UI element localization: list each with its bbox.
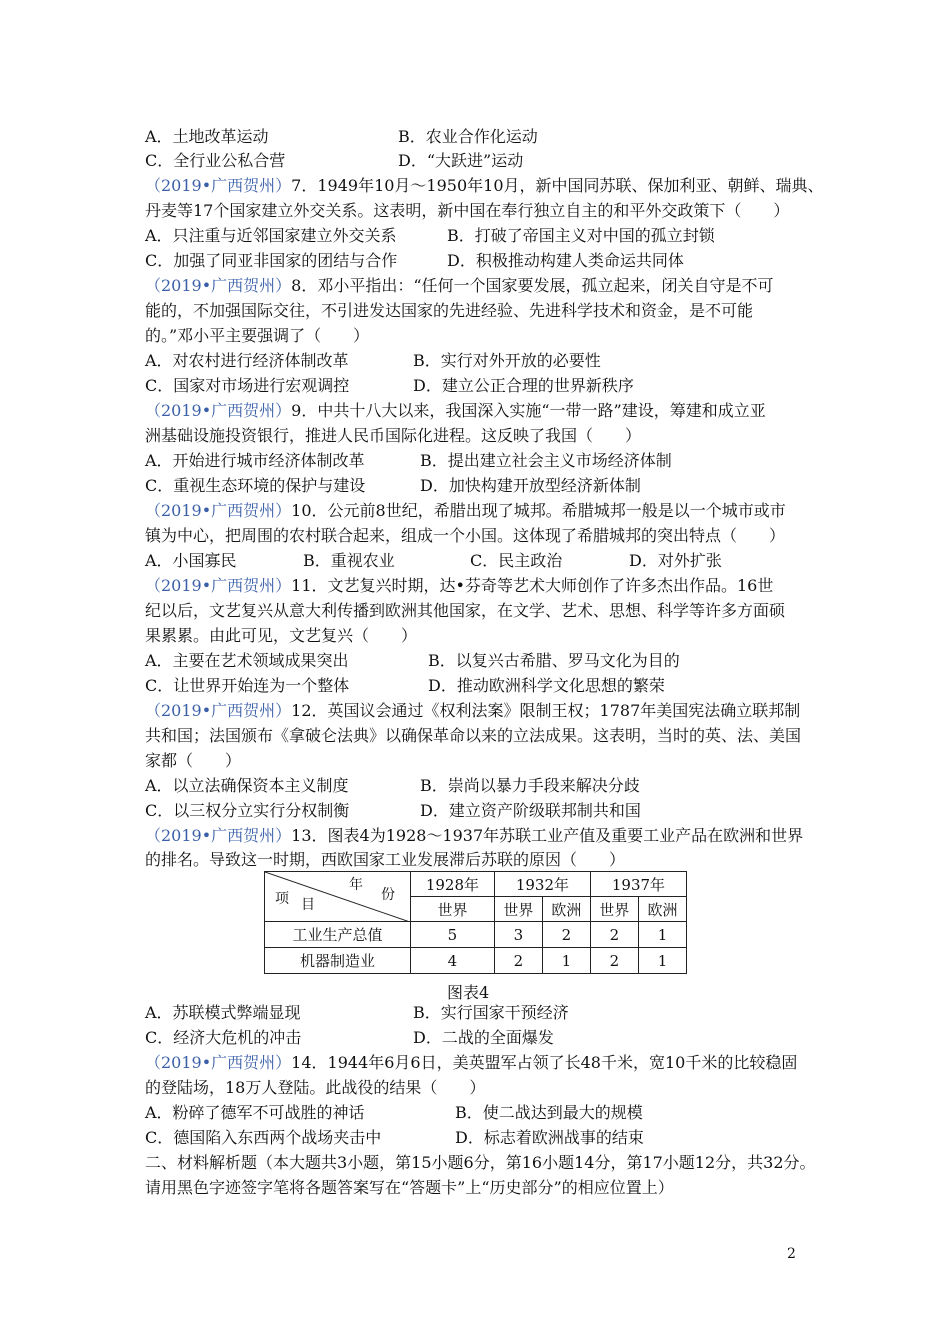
q9-stem: （2019•广西贺州）9．中共十八大以来，我国深入实施“一带一路”建设，筹建和成立亚 — [145, 401, 766, 420]
header-year-label: 年 — [349, 877, 363, 893]
section-2-instruction: 请用黑色字迹签字笔将各题答案写在“答题卡”上“历史部分”的相应位置上） — [145, 1178, 674, 1197]
table-cell: 3 — [494, 922, 542, 948]
header-item-label: 项 — [275, 891, 289, 907]
q9-option-a: A．开始进行城市经济体制改革 — [145, 451, 365, 470]
q11-stem-cont2: 果累累。由此可见，文艺复兴（ ） — [145, 626, 418, 645]
q8-source: （2019•广西贺州） — [145, 276, 292, 295]
subheader-cell: 世界 — [411, 897, 495, 922]
q8-stem-cont: 能的，不加强国际交往，不引进发达国家的先进经验、先进科学技术和资金，是不可能 — [145, 301, 754, 320]
q11-option-a: A．主要在艺术领域成果突出 — [145, 651, 349, 670]
q9-stem-cont: 洲基础设施投资银行，推进人民币国际化进程。这反映了我国（ ） — [145, 426, 642, 445]
q7-option-d: D．积极推动构建人类命运共同体 — [447, 251, 684, 270]
q7-option-c: C．加强了同亚非国家的团结与合作 — [145, 251, 398, 270]
page-number: 2 — [787, 1246, 796, 1262]
q14-stem-cont: 的登陆场，18万人登陆。此战役的结果（ ） — [145, 1078, 486, 1097]
table-diagonal-header — [265, 872, 411, 922]
q6-option-c: C．全行业公私合营 — [145, 151, 286, 170]
header-year-label-2: 份 — [381, 887, 395, 903]
q8-option-a: A．对农村进行经济体制改革 — [145, 351, 349, 370]
q9-option-c: C．重视生态环境的保护与建设 — [145, 476, 366, 495]
q11-option-b: B．以复兴古希腊、罗马文化为目的 — [428, 651, 680, 670]
q14-option-d: D．标志着欧洲战事的结束 — [455, 1128, 644, 1147]
table-cell: 2 — [494, 948, 542, 974]
table-caption: 图表4 — [447, 983, 490, 1002]
q13-stem-cont: 的排名。导致这一时期，西欧国家工业发展滞后苏联的原因（ ） — [145, 850, 626, 869]
subheader-cell: 世界 — [590, 897, 638, 922]
q13-stem: （2019•广西贺州）13．图表4为1928～1937年苏联工业产值及重要工业产品在欧洲和世界 — [145, 826, 804, 845]
q11-option-d: D．推动欧洲科学文化思想的繁荣 — [428, 676, 665, 695]
q7-option-b: B．打破了帝国主义对中国的孤立封锁 — [447, 226, 715, 245]
row-label: 机器制造业 — [265, 948, 411, 974]
q12-option-b: B．崇尚以暴力手段来解决分歧 — [420, 776, 640, 795]
q14-option-a: A．粉碎了德军不可战胜的神话 — [145, 1103, 365, 1122]
q10-option-c: C．民主政治 — [470, 551, 563, 570]
table-row — [265, 922, 687, 948]
q11-source: （2019•广西贺州） — [145, 576, 292, 595]
q7-stem: （2019•广西贺州）7．1949年10月～1950年10月，新中国同苏联、保加利亚、朝鲜、瑞典、 — [145, 176, 824, 195]
q9-source: （2019•广西贺州） — [145, 401, 292, 420]
q13-option-b: B．实行国家干预经济 — [413, 1003, 569, 1022]
q12-stem: （2019•广西贺州）12．英国议会通过《权利法案》限制王权；1787年美国宪法确立联邦制 — [145, 701, 801, 720]
q10-source: （2019•广西贺州） — [145, 501, 292, 520]
table-cell: 1 — [542, 948, 590, 974]
q10-option-d: D．对外扩张 — [629, 551, 722, 570]
q14-option-c: C．德国陷入东西两个战场夹击中 — [145, 1128, 382, 1147]
q7-source: （2019•广西贺州） — [145, 176, 292, 195]
subheader-cell: 世界 — [494, 897, 542, 922]
q8-option-c: C．国家对市场进行宏观调控 — [145, 376, 350, 395]
q12-option-a: A．以立法确保资本主义制度 — [145, 776, 349, 795]
table-cell: 1 — [638, 922, 686, 948]
year-1932: 1932年 — [494, 872, 590, 897]
section-2-heading: 二、材料解析题（本大题共3小题，第15小题6分，第16小题14分，第17小题12分，共32分。 — [145, 1153, 816, 1172]
q6-option-d: D．“大跃进”运动 — [398, 151, 524, 170]
q8-option-d: D．建立公正合理的世界新秩序 — [413, 376, 634, 395]
q8-stem-cont2: 的。”邓小平主要强调了（ ） — [145, 326, 370, 345]
header-item-label-2: 目 — [301, 897, 315, 913]
q7-option-a: A．只注重与近邻国家建立外交关系 — [145, 226, 397, 245]
q9-option-b: B．提出建立社会主义市场经济体制 — [420, 451, 672, 470]
q11-option-c: C．让世界开始连为一个整体 — [145, 676, 350, 695]
q8-stem: （2019•广西贺州）8．邓小平指出：“任何一个国家要发展，孤立起来，闭关自守是不可 — [145, 276, 774, 295]
q12-stem-cont: 共和国；法国颁布《拿破仑法典》以确保革命以来的立法成果。这表明，当时的英、法、美国 — [145, 726, 802, 745]
q10-stem: （2019•广西贺州）10．公元前8世纪，希腊出现了城邦。希腊城邦一般是以一个城市或市 — [145, 501, 786, 520]
figure-4-table — [264, 871, 687, 974]
q13-option-a: A．苏联模式弊端显现 — [145, 1003, 301, 1022]
table-cell: 1 — [638, 948, 686, 974]
year-1928: 1928年 — [411, 872, 495, 897]
table-cell: 2 — [590, 922, 638, 948]
q7-stem-cont: 丹麦等17个国家建立外交关系。这表明，新中国在奉行独立自主的和平外交政策下（ ） — [145, 201, 790, 220]
q13-option-c: C．经济大危机的冲击 — [145, 1028, 302, 1047]
q12-stem-cont2: 家都（ ） — [145, 751, 242, 770]
q12-option-d: D．建立资产阶级联邦制共和国 — [420, 801, 641, 820]
q12-option-c: C．以三权分立实行分权制衡 — [145, 801, 350, 820]
table-cell: 2 — [590, 948, 638, 974]
subheader-cell: 欧洲 — [638, 897, 686, 922]
q14-stem: （2019•广西贺州）14．1944年6月6日，美英盟军占领了长48千米，宽10千米的比较稳固 — [145, 1053, 798, 1072]
table-row — [265, 948, 687, 974]
table-cell: 4 — [411, 948, 495, 974]
q6-option-a: A．土地改革运动 — [145, 127, 269, 146]
year-1937: 1937年 — [590, 872, 686, 897]
q13-source: （2019•广西贺州） — [145, 826, 292, 845]
q9-option-d: D．加快构建开放型经济新体制 — [420, 476, 641, 495]
row-label: 工业生产总值 — [265, 922, 411, 948]
q10-option-b: B．重视农业 — [303, 551, 395, 570]
q14-source: （2019•广西贺州） — [145, 1053, 292, 1072]
q10-option-a: A．小国寡民 — [145, 551, 237, 570]
q6-option-b: B．农业合作化运动 — [398, 127, 538, 146]
table-cell: 5 — [411, 922, 495, 948]
q8-option-b: B．实行对外开放的必要性 — [413, 351, 601, 370]
q13-option-d: D．二战的全面爆发 — [413, 1028, 554, 1047]
q11-stem: （2019•广西贺州）11．文艺复兴时期，达•芬奇等艺术大师创作了许多杰出作品。16世 — [145, 576, 774, 595]
q12-source: （2019•广西贺州） — [145, 701, 292, 720]
q10-stem-cont: 镇为中心，把周围的农村联合起来，组成一个小国。这体现了希腊城邦的突出特点（ ） — [145, 526, 786, 545]
q11-stem-cont: 纪以后，文艺复兴从意大利传播到欧洲其他国家，在文学、艺术、思想、科学等许多方面硕 — [145, 601, 786, 620]
subheader-cell: 欧洲 — [542, 897, 590, 922]
table-cell: 2 — [542, 922, 590, 948]
q14-option-b: B．使二战达到最大的规模 — [455, 1103, 643, 1122]
